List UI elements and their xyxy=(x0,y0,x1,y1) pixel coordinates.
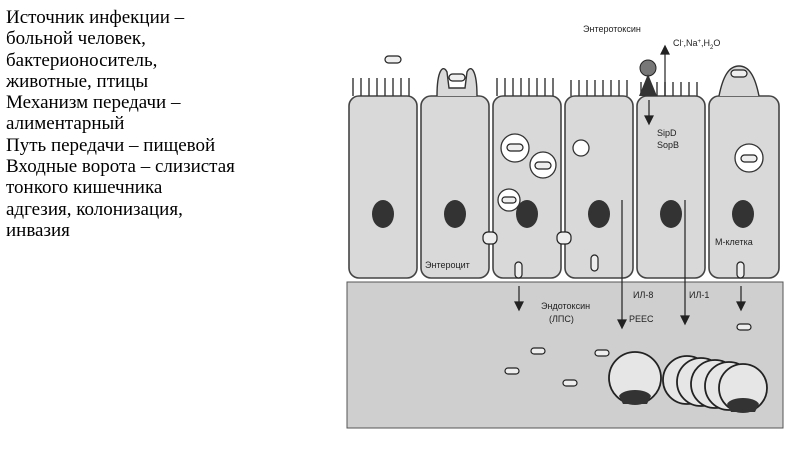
cell xyxy=(421,96,489,278)
enterocyte-label: Энтероцит xyxy=(425,260,470,270)
text-line: больной человек, xyxy=(6,28,146,50)
sopb-label: SopB xyxy=(657,140,680,150)
il1-label: ИЛ-1 xyxy=(689,290,710,300)
text-line: алиментарный xyxy=(6,113,125,135)
vacuole xyxy=(573,140,589,156)
enterotoxin-receptor xyxy=(639,74,657,96)
bacterium xyxy=(515,262,522,278)
pees-label: PEEC xyxy=(629,314,654,324)
bacterium xyxy=(505,368,519,374)
bacterium xyxy=(737,262,744,278)
text-line: Источник инфекции – xyxy=(6,7,185,28)
cell xyxy=(565,96,633,278)
bacterium xyxy=(557,232,571,244)
bacterium xyxy=(449,74,465,81)
text-line: Входные ворота – слизистая xyxy=(6,156,235,178)
nucleus xyxy=(588,200,610,228)
sipd-label: SipD xyxy=(657,128,677,138)
bacterium xyxy=(531,348,545,354)
text-line: Путь передачи – пищевой xyxy=(6,134,216,156)
bacterium xyxy=(535,162,551,169)
nucleus xyxy=(732,200,754,228)
bacterium xyxy=(507,144,523,151)
bacterium xyxy=(483,232,497,244)
nucleus xyxy=(660,200,682,228)
intestine-diagram-svg xyxy=(345,0,785,430)
text-line: инвазия xyxy=(6,219,70,241)
cell xyxy=(637,96,705,278)
bacterium xyxy=(502,197,516,203)
bacterium xyxy=(595,350,609,356)
bacterium xyxy=(385,56,401,63)
enterocyte-cells xyxy=(349,96,779,278)
ions-label: $Cl^-,Na^+,H_2O$ xyxy=(673,38,721,51)
infection-diagram xyxy=(345,0,785,430)
cell xyxy=(493,96,561,278)
cell xyxy=(349,96,417,278)
endotoxin-label: Эндотоксин xyxy=(541,301,591,311)
bacterium xyxy=(731,70,747,77)
lps-label: (ЛПС) xyxy=(549,314,574,324)
bacterium xyxy=(741,155,757,162)
text-line: адгезия, колонизация, xyxy=(6,198,183,220)
bacterium xyxy=(563,380,577,386)
membrane-ruffle xyxy=(437,69,477,96)
cell xyxy=(709,96,779,278)
nucleus xyxy=(372,200,394,228)
description-text xyxy=(6,7,336,241)
bacterium xyxy=(737,324,751,330)
bacterium xyxy=(591,255,598,271)
text-line: тонкого кишечника xyxy=(6,177,163,199)
enterotoxin-label: Энтеротоксин xyxy=(583,24,641,34)
m-cell-label: М-клетка xyxy=(715,237,753,247)
text-line: Механизм передачи – xyxy=(6,92,181,114)
nucleus xyxy=(444,200,466,228)
text-line: бактерионоситель, xyxy=(6,49,158,71)
enterotoxin-blob xyxy=(640,60,656,76)
text-line: животные, птицы xyxy=(6,70,149,92)
il8-label: ИЛ-8 xyxy=(633,290,654,300)
